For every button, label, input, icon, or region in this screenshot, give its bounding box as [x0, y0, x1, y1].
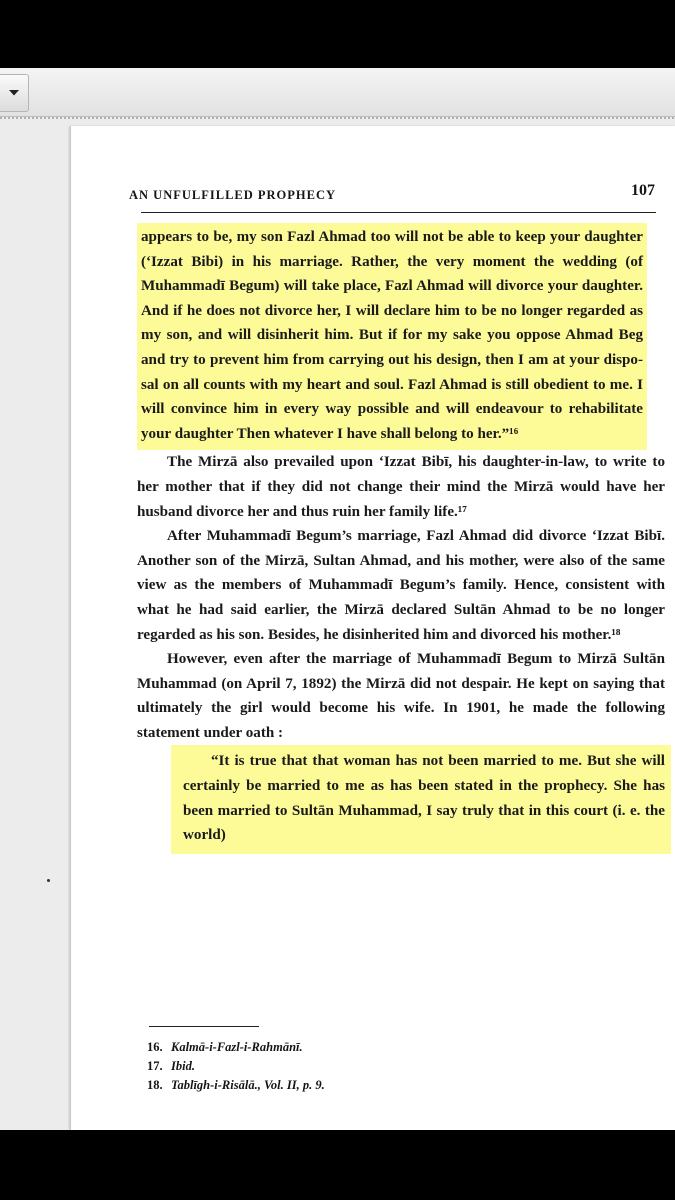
- highlighted-paragraph: appears to be, my son Fazl Ahmad too will not be able to keep your daughter (‘Izzat Bibi) in his marriage. Rather, the very moment the wedding (of Muhammadī Begum) will take place, Fazl Ahmad will divorce your daughter. And if he does not divorce her, I will declare him to be no longer regarded as my son, and will disinherit him. But if for my sake you oppose Ahmad Beg and try to prevent him from carrying out his design, then I am at your dispo-sal on all counts with my heart and soul. Fazl Ahmad is still obedient to me. I will convince him in every way possible and will endeavour to rehabilitate your daughter Then whatever I have shall belong to her.”¹⁶: [137, 223, 647, 450]
- scan-speck: [47, 879, 50, 882]
- viewer-edge-divider: [0, 117, 675, 119]
- footnote-number: 16.: [147, 1040, 163, 1054]
- footnote: [147, 1076, 325, 1095]
- document-viewer[interactable]: [0, 117, 675, 1130]
- highlighted-quote: “It is true that that woman has not been married to me. But she will certainly be married to me as has been stated in the prophecy. She has been married to Sultān Muhammad, I say truly that in this court (i. e. the world): [171, 745, 671, 853]
- bottom-bar: [0, 1130, 675, 1200]
- footnote-number: 18.: [147, 1078, 163, 1092]
- footnote: [147, 1038, 325, 1057]
- document-page: [70, 126, 675, 1130]
- paragraph: After Muhammadī Begum’s marriage, Fazl Ahmad did divorce ‘Izzat Bibī. Another son of the Mirzā, Sultan Ahmad, and his mother, were also of the same view as the members of Muhammadī Begum’s family. Hence, consistent with what he had said earlier, the Mirzā declared Sultān Ahmad to be no longer regarded as his son. Besides, he disinherited him and divorced his mother.¹⁸: [137, 528, 665, 643]
- header-rule: [141, 212, 656, 213]
- viewer-toolbar: [0, 68, 675, 117]
- body-text: [137, 223, 665, 854]
- footnote-text: Kalmā-i-Fazl-i-Rahmānī.: [171, 1040, 303, 1054]
- footnote-number: 17.: [147, 1059, 163, 1073]
- chevron-down-icon: [8, 89, 20, 97]
- footnote-text: Ibid.: [171, 1059, 195, 1073]
- footnote-rule: [149, 1026, 259, 1027]
- running-head: AN UNFULFILLED PROPHECY: [129, 188, 337, 202]
- footnote-text: Tablīgh-i-Risālā., Vol. II, p. 9.: [171, 1078, 325, 1092]
- footnotes: [147, 1038, 325, 1095]
- footnote: [147, 1057, 325, 1076]
- page-number: 107: [631, 182, 655, 199]
- paragraph: However, even after the marriage of Muhammadī Begum to Mirzā Sultān Muhammad (on April 7, 1892) the Mirzā did not despair. He kept on saying that ultimately the girl would become his wife. In 1901, he made the following statement under oath :: [137, 651, 665, 741]
- paragraph: The Mirzā also prevailed upon ‘Izzat Bibī, his daughter-in-law, to write to her mother that if they did not change their mind the Mirzā would have her husband divorce her and thus ruin her family life.¹⁷: [137, 454, 665, 520]
- menu-dropdown-button[interactable]: [0, 74, 29, 112]
